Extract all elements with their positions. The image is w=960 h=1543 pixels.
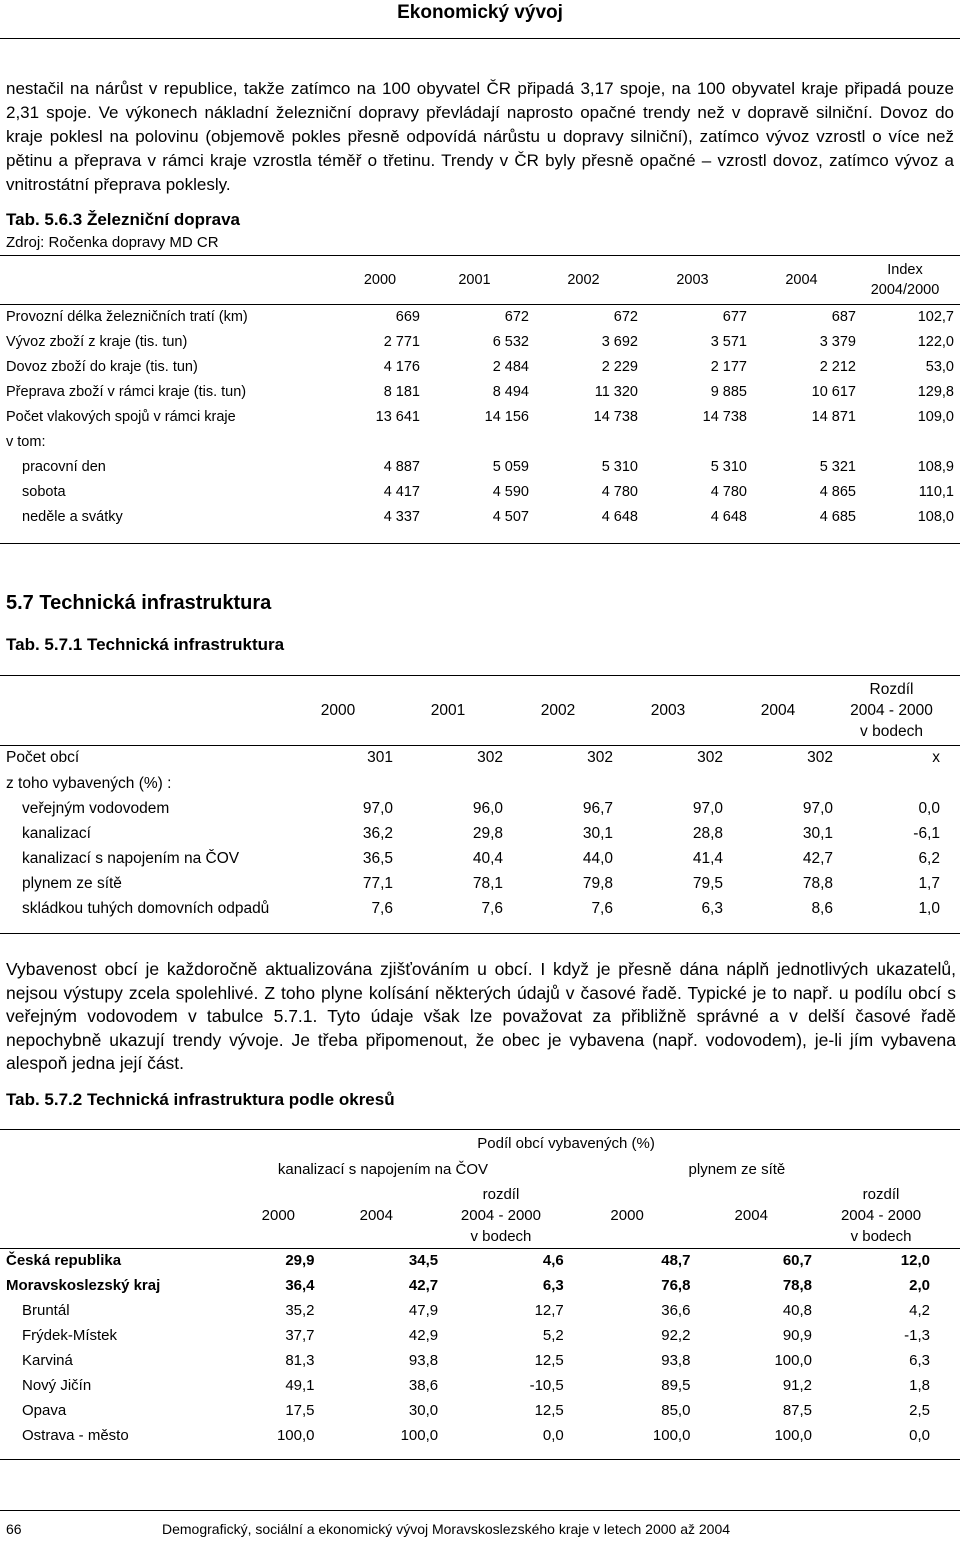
table2-row (6, 796, 950, 821)
table3-district-row-label: Bruntál (22, 1302, 70, 1319)
table-cell: 30,1 (582, 824, 613, 842)
table-cell: 97,0 (802, 799, 833, 817)
table-cell: 42,9 (408, 1327, 439, 1344)
table2-caption: Tab. 5.7.1 Technická infrastruktura (6, 635, 285, 654)
table-cell: 42,7 (802, 849, 833, 867)
table3-district-row-label: Nový Jičín (22, 1377, 92, 1394)
table3 (6, 1130, 950, 1448)
table-cell: 5 059 (492, 458, 529, 475)
table-cell: 4 337 (383, 508, 420, 525)
table-cell: 4 865 (819, 483, 856, 500)
table-cell: 77,1 (362, 874, 393, 892)
table-cell: 40,8 (782, 1302, 813, 1319)
table2-row (6, 846, 950, 871)
table1-row-label: Provozní délka železničních tratí (km) (6, 308, 248, 325)
table2-sub-label: z toho vybavených (%) : (6, 774, 172, 792)
table-cell: 4 176 (383, 358, 420, 375)
table-cell: 129,8 (917, 383, 954, 400)
table2-header-row (6, 676, 950, 745)
table1-header-row (6, 256, 954, 304)
table3-district-row (6, 1323, 950, 1348)
table-cell: 100,0 (774, 1427, 813, 1444)
table-cell: 669 (395, 308, 420, 325)
table-cell: 11 320 (594, 383, 638, 400)
table1-row-label: Počet vlakových spojů v rámci kraje (6, 408, 236, 425)
table1-caption: Tab. 5.6.3 Železniční doprava (6, 210, 240, 229)
table-cell: 8 181 (383, 383, 420, 400)
table2-row-label: plynem ze sítě (22, 874, 122, 892)
table-cell: 89,5 (661, 1377, 691, 1394)
table-cell: 81,3 (285, 1352, 315, 1369)
footer-text: Demografický, sociální a ekonomický vývoj Moravskoslezského kraje v letech 2000 až 2004 (162, 1521, 731, 1537)
table1-sub-label: v tom: (6, 433, 46, 450)
table-cell: 12,7 (534, 1302, 564, 1319)
table1-row (6, 379, 954, 404)
table2-diff-header: Rozdíl 2004 - 2000 v bodech (850, 681, 933, 740)
table3-summary-row (6, 1273, 950, 1298)
section-title: 5.7 Technická infrastruktura (6, 592, 272, 614)
table-cell: -10,5 (529, 1377, 564, 1394)
table-cell: 687 (831, 308, 856, 325)
table-cell: 28,8 (692, 824, 723, 842)
table3-district-row (6, 1398, 950, 1423)
table-cell: 109,0 (917, 408, 954, 425)
table-cell: 40,4 (472, 849, 503, 867)
table1-year: 2003 (676, 272, 709, 288)
table3-district-row (6, 1298, 950, 1323)
table3-summary-row (6, 1248, 950, 1273)
table2-row (6, 821, 950, 846)
table-cell: -1,3 (904, 1327, 930, 1344)
table-cell: 79,8 (582, 874, 613, 892)
table-cell: 49,1 (285, 1377, 315, 1394)
table2-year: 2000 (320, 701, 356, 719)
table-cell: 110,1 (918, 483, 954, 500)
table3-top-header-row (6, 1130, 950, 1156)
table-cell: 36,5 (362, 849, 393, 867)
table-cell: 3 379 (819, 333, 856, 350)
intro-paragraph: nestačil na nárůst v republice, takže zatímco na 100 obyvatel ČR připadá 3,17 spoje, na 100 obyvatel kraje připadá pouze 2,31 spoje. Ve výkonech nákladní železniční dopravy převládají naprosto opačné trendy než v dopravě silniční. Dovoz do kraje poklesl na polovinu (objemově pokles přesně odpovídá nárůstu u dopravy silniční), zatímco vývoz vzrostl o více než pětinu a přeprava v rámci kraje vzrostla téměř o třetinu. Trendy v ČR byly přesně opačné – vzrostl dovoz, zatímco vývoz a vnitrostátní přeprava poklesly. (6, 79, 954, 194)
table-cell: 4 887 (383, 458, 420, 475)
table-cell: 14 156 (484, 408, 529, 425)
table1-year: 2002 (567, 272, 600, 288)
table-cell: 78,8 (782, 1277, 813, 1294)
table-cell: 672 (613, 308, 638, 325)
table-cell: 1,0 (918, 899, 940, 917)
table-cell: 4 648 (601, 508, 638, 525)
table-cell: 78,8 (802, 874, 833, 892)
table2-body (6, 796, 950, 921)
table3-group-gas: plynem ze sítě (688, 1160, 786, 1178)
table-cell: 102,7 (917, 308, 954, 325)
table-cell: 4,2 (909, 1302, 930, 1319)
footer-divider (0, 1510, 960, 1511)
table1-row-label: Vývoz zboží z kraje (tis. tun) (6, 333, 188, 350)
table1-body (6, 304, 954, 429)
table-cell: 12,5 (534, 1402, 564, 1419)
table-cell: 17,5 (285, 1402, 315, 1419)
table2-year: 2002 (540, 701, 576, 719)
table-cell: 85,0 (661, 1402, 691, 1419)
table-cell: 6,3 (542, 1277, 564, 1294)
table-cell: 60,7 (782, 1252, 813, 1269)
table1-sub-row (6, 504, 954, 529)
table-cell: 48,7 (661, 1252, 691, 1269)
table-cell: 4 648 (710, 508, 747, 525)
table-cell: 5 321 (819, 458, 856, 475)
table1-row-label: Dovoz zboží do kraje (tis. tun) (6, 358, 198, 375)
table-cell: 96,7 (582, 799, 613, 817)
table-cell: 1,7 (918, 874, 940, 892)
table1-row (6, 304, 954, 329)
table3-summary-row-label: Česká republika (6, 1252, 122, 1269)
table-cell: 6 532 (492, 333, 529, 350)
table-cell: 5,2 (542, 1327, 564, 1344)
table-cell: 8 494 (492, 383, 529, 400)
table-cell: 12,5 (534, 1352, 564, 1369)
table-cell: 93,8 (408, 1352, 439, 1369)
table-cell: -6,1 (913, 824, 940, 842)
table2-row (6, 871, 950, 896)
table-cell: 79,5 (692, 874, 723, 892)
table-cell: 677 (722, 308, 747, 325)
table-cell: 93,8 (661, 1352, 691, 1369)
table1-row (6, 329, 954, 354)
table-cell: 7,6 (591, 899, 613, 917)
table-cell: 47,9 (408, 1302, 439, 1319)
table-cell: 30,0 (408, 1402, 439, 1419)
table-cell: 6,3 (909, 1352, 930, 1369)
table2-year: 2001 (430, 701, 466, 719)
table1-sub-row-label: pracovní den (22, 458, 106, 475)
table-cell: 97,0 (692, 799, 723, 817)
table3-diff-header: rozdíl 2004 - 2000 v bodech (460, 1185, 541, 1245)
table-cell: 5 310 (601, 458, 638, 475)
table2-row-label: veřejným vodovodem (22, 799, 170, 817)
table-cell: 108,0 (917, 508, 954, 525)
table2-bottom-rule (0, 933, 960, 934)
table3-district-row (6, 1373, 950, 1398)
table3-district-row-label: Frýdek-Místek (22, 1327, 118, 1344)
table-cell: 100,0 (774, 1352, 813, 1369)
table-cell: 4 507 (492, 508, 529, 525)
table-cell: 2,0 (909, 1277, 930, 1294)
table-cell: 672 (504, 308, 529, 325)
table-cell: 0,0 (918, 799, 940, 817)
table-cell: 13 641 (375, 408, 420, 425)
table1-row (6, 354, 954, 379)
table-cell: 12,0 (900, 1252, 930, 1269)
table1-sub-row-label: neděle a svátky (22, 508, 123, 525)
table-cell: 10 617 (811, 383, 856, 400)
table3-bottom-rule (0, 1459, 960, 1460)
table-cell: 35,2 (285, 1302, 315, 1319)
table-cell: 78,1 (472, 874, 503, 892)
infrastructure-paragraph: Vybavenost obcí je každoročně aktualizována zjišťováním u obcí. I když je přesně dána náplň jednotlivých ukazatelů, nejsou výstupy zcela spolehlivé. Z toho plyne kolísání některých údajů v časové řadě. Typické je to např. u podílu obcí s veřejným vodovodem v tabulce 5.7.1. Tyto údaje však lze považovat za přibližně správné a v delší časové řadě nepochybně ukazují trendy vývoje. Je třeba připomenout, že obec je vybavena (např. vodovodem), je-li jím vybavena alespoň jedna její část. (6, 959, 956, 1073)
table-cell: 6,2 (918, 849, 940, 867)
table-cell: 100,0 (400, 1427, 439, 1444)
table-cell: 36,4 (285, 1277, 315, 1294)
table-cell: 1,8 (909, 1377, 930, 1394)
table-cell: 8,6 (811, 899, 833, 917)
table3-top-header: Podíl obcí vybavených (%) (477, 1134, 655, 1152)
table-cell: 14 738 (593, 408, 638, 425)
table-cell: 2 212 (819, 358, 856, 375)
table1-sub-label-row (6, 429, 954, 454)
table1-sub-row-label: sobota (22, 483, 66, 500)
table-cell: 5 310 (710, 458, 747, 475)
table-cell: 4 417 (383, 483, 420, 500)
table2-row-label: kanalizací s napojením na ČOV (22, 849, 240, 867)
table-cell: 2 229 (601, 358, 638, 375)
table3-district-row-label: Karviná (22, 1352, 73, 1369)
table1-bottom-rule (0, 543, 960, 544)
table-cell: 53,0 (925, 358, 954, 375)
table1-row-label: Přeprava zboží v rámci kraje (tis. tun) (6, 383, 247, 400)
table2-row-label: skládkou tuhých domovních odpadů (22, 899, 270, 917)
table2-year: 2004 (760, 701, 796, 719)
table-cell: 36,2 (362, 824, 393, 842)
table-cell: 90,9 (782, 1327, 813, 1344)
table-cell: 38,6 (408, 1377, 439, 1394)
table1-sub-row (6, 479, 954, 504)
table-cell: 4,6 (542, 1252, 564, 1269)
table1 (6, 256, 954, 529)
table2-year: 2003 (650, 701, 686, 719)
table-cell: 3 692 (601, 333, 638, 350)
table3-district-row (6, 1348, 950, 1373)
table-cell: 97,0 (362, 799, 393, 817)
table-cell: 87,5 (782, 1402, 813, 1419)
table2-row-label: kanalizací (22, 824, 91, 842)
table-cell: 41,4 (692, 849, 723, 867)
table-cell: 6,3 (701, 899, 723, 917)
table-cell: 9 885 (710, 383, 747, 400)
table-cell: 100,0 (652, 1427, 691, 1444)
table3-group-row (6, 1156, 950, 1182)
table3-district-row-label: Opava (22, 1402, 67, 1419)
table-cell: 91,2 (782, 1377, 813, 1394)
table-cell: 108,9 (917, 458, 954, 475)
table-cell: 4 780 (710, 483, 747, 500)
table-cell: 14 871 (811, 408, 856, 425)
table-cell: 2 177 (710, 358, 747, 375)
table-cell: 29,8 (472, 824, 503, 842)
table-cell: 2 771 (383, 333, 420, 350)
table3-district-row (6, 1423, 950, 1448)
table1-source: Zdroj: Ročenka dopravy MD CR (6, 234, 219, 251)
table-cell: 30,1 (802, 824, 833, 842)
table-cell: 122,0 (917, 333, 954, 350)
table-cell: 92,2 (661, 1327, 691, 1344)
table3-district-row-label: Ostrava - město (22, 1427, 129, 1444)
table3-diff-header: rozdíl 2004 - 2000 v bodech (840, 1185, 922, 1245)
table2-sub-label-row (6, 771, 950, 796)
page-header-title: Ekonomický vývoj (397, 2, 563, 23)
table-cell: 96,0 (472, 799, 503, 817)
table1-year: 2001 (458, 272, 491, 288)
table-cell: 7,6 (481, 899, 503, 917)
table-cell: 3 571 (710, 333, 747, 350)
table-cell: 42,7 (408, 1277, 439, 1294)
table-cell: 4 590 (492, 483, 529, 500)
table-cell: 4 780 (601, 483, 638, 500)
table-cell: 44,0 (582, 849, 613, 867)
table-cell: 76,8 (661, 1277, 691, 1294)
table3-caption: Tab. 5.7.2 Technická infrastruktura podle okresů (6, 1090, 395, 1109)
table-cell: 4 685 (819, 508, 856, 525)
table1-sub-body (6, 454, 954, 529)
table2 (6, 676, 950, 921)
table1-row (6, 404, 954, 429)
table-cell: 36,6 (661, 1302, 691, 1319)
header-divider (0, 38, 960, 39)
table-cell: 100,0 (276, 1427, 315, 1444)
table3-group-cov: kanalizací s napojením na ČOV (277, 1160, 489, 1178)
table2-row (6, 896, 950, 921)
table-cell: 7,6 (371, 899, 393, 917)
table1-index-header: Index 2004/2000 (870, 262, 940, 298)
table1-sub-row (6, 454, 954, 479)
table1-year: 2000 (363, 272, 397, 288)
page-number: 66 (6, 1521, 22, 1537)
table-cell: 14 738 (702, 408, 747, 425)
table3-summary-body (6, 1248, 950, 1298)
table-cell: 37,7 (285, 1327, 315, 1344)
table-cell: 2,5 (909, 1402, 930, 1419)
table-cell: 0,0 (909, 1427, 930, 1444)
table-cell: 2 484 (492, 358, 529, 375)
table3-districts-body (6, 1298, 950, 1448)
table-cell: 34,5 (408, 1252, 439, 1269)
table1-year: 2004 (785, 272, 818, 288)
table-cell: 0,0 (542, 1427, 564, 1444)
table2-row-obce: Počet obcí 301 302 302 302 302 x (6, 749, 940, 766)
table-cell: 29,9 (285, 1252, 315, 1269)
table3-summary-row-label: Moravskoslezský kraj (6, 1277, 161, 1294)
table3-year-row: 2000 2004 rozdíl 2004 - 2000 v bodech 2000 2004 rozdíl 2004 - 2000 v bodech (6, 1182, 950, 1248)
